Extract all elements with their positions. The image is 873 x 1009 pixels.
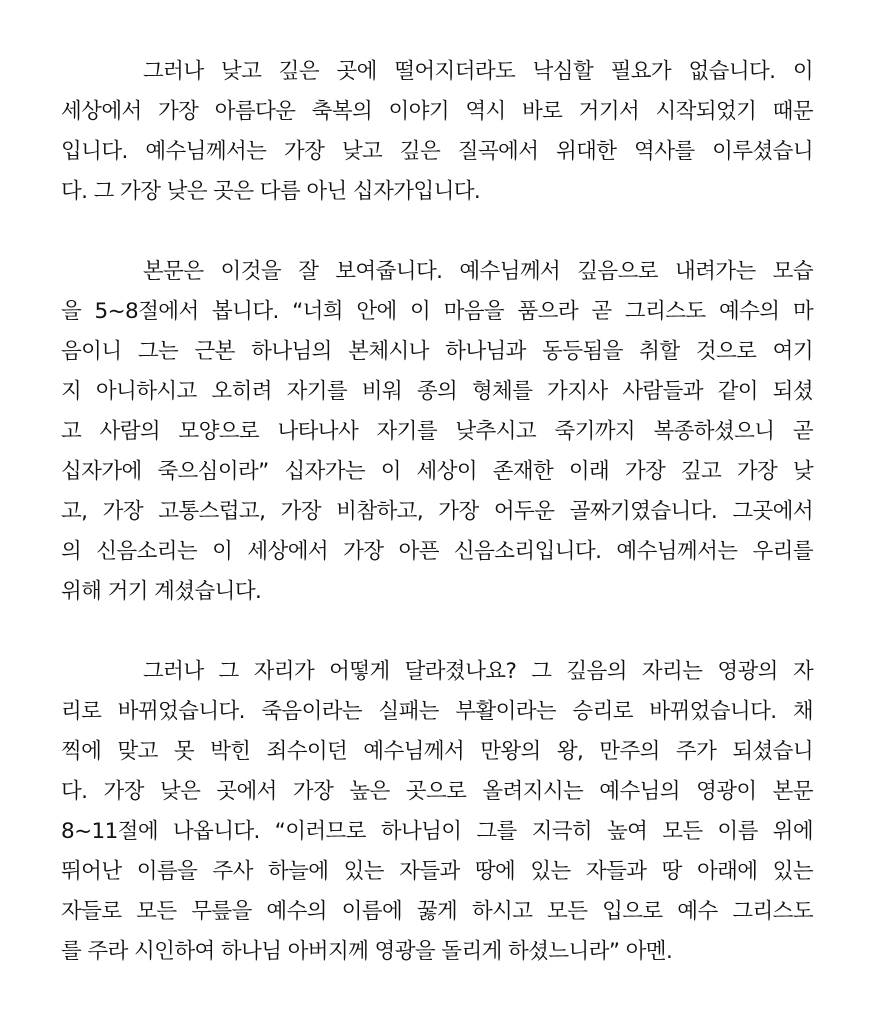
text-line: 고, 가장 고통스럽고, 가장 비참하고, 가장 어두운 골짜기였습니다. 그곳에서 xyxy=(61,499,813,524)
text-line: 자들로 모든 무릎을 예수의 이름에 꿇게 하시고 모든 입으로 예수 그리스도 xyxy=(61,899,813,924)
text-line: 음이니 그는 근본 하나님의 본체시나 하나님과 동등됨을 취할 것으로 여기 xyxy=(61,339,813,364)
text-line: 그러나 그 자리가 어떻게 달라졌나요? 그 깊음의 자리는 영광의 자 xyxy=(143,659,813,684)
text-line: 찍에 맞고 못 박힌 죄수이던 예수님께서 만왕의 왕, 만주의 주가 되셨습니 xyxy=(61,739,813,764)
text-line: 위해 거기 계셨습니다. xyxy=(61,579,262,604)
text-line: 뛰어난 이름을 주사 하늘에 있는 자들과 땅에 있는 자들과 땅 아래에 있는 xyxy=(61,859,813,884)
document-page xyxy=(61,52,813,972)
text-line: 지 아니하시고 오히려 자기를 비워 종의 형체를 가지사 사람들과 같이 되셨 xyxy=(61,379,813,404)
paragraph-spacer xyxy=(61,612,813,652)
text-line: 다. 그 가장 낮은 곳은 다름 아닌 십자가입니다. xyxy=(61,179,481,204)
text-line: 다. 가장 낮은 곳에서 가장 높은 곳으로 올려지시는 예수님의 영광이 본문 xyxy=(61,779,813,804)
paragraph-1 xyxy=(61,52,813,212)
text-line: 세상에서 가장 아름다운 축복의 이야기 역시 바로 거기서 시작되었기 때문 xyxy=(61,99,813,124)
text-line: 본문은 이것을 잘 보여줍니다. 예수님께서 깊음으로 내려가는 모습 xyxy=(143,259,813,284)
paragraph-3 xyxy=(61,652,813,972)
text-line: 를 주라 시인하여 하나님 아버지께 영광을 돌리게 하셨느니라” 아멘. xyxy=(61,939,673,964)
text-line: 고 사람의 모양으로 나타나사 자기를 낮추시고 죽기까지 복종하셨으니 곧 xyxy=(61,419,813,444)
text-line: 그러나 낮고 깊은 곳에 떨어지더라도 낙심할 필요가 없습니다. 이 xyxy=(143,59,813,84)
text-line: 을 5~8절에서 봅니다. “너희 안에 이 마음을 품으라 곧 그리스도 예수의 마 xyxy=(61,299,813,324)
text-line: 입니다. 예수님께서는 가장 낮고 깊은 질곡에서 위대한 역사를 이루셨습니 xyxy=(61,139,813,164)
paragraph-spacer xyxy=(61,212,813,252)
text-line: 의 신음소리는 이 세상에서 가장 아픈 신음소리입니다. 예수님께서는 우리를 xyxy=(61,539,813,564)
paragraph-2 xyxy=(61,252,813,612)
text-line: 8~11절에 나옵니다. “이러므로 하나님이 그를 지극히 높여 모든 이름 위에 xyxy=(61,819,813,844)
text-line: 십자가에 죽으심이라” 십자가는 이 세상이 존재한 이래 가장 깊고 가장 낮 xyxy=(61,459,813,484)
text-line: 리로 바뀌었습니다. 죽음이라는 실패는 부활이라는 승리로 바뀌었습니다. 채 xyxy=(61,699,813,724)
